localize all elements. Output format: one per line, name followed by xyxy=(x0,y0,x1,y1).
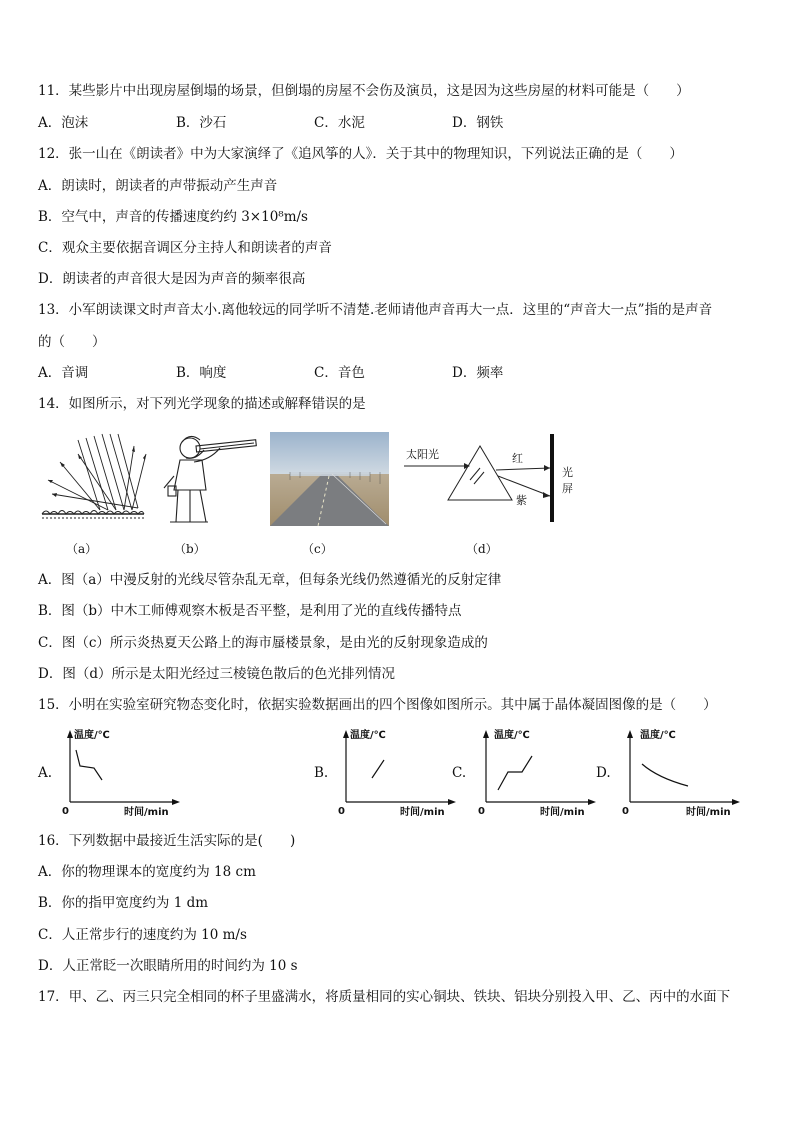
q12-option-c: C．观众主要依据音调区分主持人和朗读者的声音 xyxy=(38,240,332,256)
graph-a xyxy=(58,726,182,818)
q13-option-b: B．响度 xyxy=(176,365,227,381)
graph-d xyxy=(618,726,742,818)
q14-option-b: B．图（b）中木工师傅观察木板是否平整，是利用了光的直线传播特点 xyxy=(38,603,462,619)
q12-stem: 12．张一山在《朗读者》中为大家演绎了《追风筝的人》．关于其中的物理知识，下列说法正确的是（ ） xyxy=(38,146,683,162)
q15-option-c-letter: C. xyxy=(452,765,467,781)
q12-option-b: B．空气中，声音的传播速度约约 3×10⁸m/s xyxy=(38,209,308,225)
graph-c-y-label: 温度/℃ xyxy=(494,730,530,741)
q11-option-d: D．钢铁 xyxy=(452,115,504,131)
graph-b-x-label: 时间/min xyxy=(400,807,445,818)
graph-b-origin: 0 xyxy=(338,806,345,817)
q14-option-d: D．图（d）所示是太阳光经过三棱镜色散后的色光排列情况 xyxy=(38,666,395,682)
figure-b-carpenter xyxy=(160,432,260,526)
graph-c-x-label: 时间/min xyxy=(540,807,585,818)
q14-stem: 14．如图所示，对下列光学现象的描述或解释错误的是 xyxy=(38,396,366,412)
screen-label-2: 屏 xyxy=(562,482,573,495)
figure-a-caption: （a） xyxy=(66,542,98,556)
graph-a-y-label: 温度/℃ xyxy=(74,730,110,741)
prism-sunlight-label: 太阳光 xyxy=(406,448,439,461)
q14-option-a: A．图（a）中漫反射的光线尽管杂乱无章，但每条光线仍然遵循光的反射定律 xyxy=(38,572,502,588)
graph-b-y-label: 温度/℃ xyxy=(350,730,386,741)
q13-option-a: A．音调 xyxy=(38,365,89,381)
prism-violet-label: 紫 xyxy=(516,494,527,507)
figure-c-mirage-road-photo xyxy=(270,432,389,526)
graph-d-y-label: 温度/℃ xyxy=(640,730,676,741)
q16-option-b: B．你的指甲宽度约为 1 dm xyxy=(38,895,209,911)
graph-a-x-label: 时间/min xyxy=(124,807,169,818)
q16-option-c: C．人正常步行的速度约为 10 m/s xyxy=(38,927,247,943)
q15-option-b-letter: B. xyxy=(314,765,329,781)
figure-d-prism-dispersion xyxy=(402,432,582,526)
q16-option-a: A．你的物理课本的宽度约为 18 cm xyxy=(38,864,256,880)
light-screen xyxy=(550,434,554,522)
figure-b-caption: （b） xyxy=(174,542,206,556)
q11-stem: 11．某些影片中出现房屋倒塌的场景，但倒塌的房屋不会伤及演员，这是因为这些房屋的材料可能是（ ） xyxy=(38,83,690,99)
q13-stem-line2: 的（ ） xyxy=(38,334,106,350)
figure-c-caption: （c） xyxy=(302,542,333,556)
q12-option-d: D．朗读者的声音很大是因为声音的频率很高 xyxy=(38,271,306,287)
graph-d-origin: 0 xyxy=(622,806,629,817)
screen-label-1: 光 xyxy=(562,466,573,479)
q17-stem: 17．甲、乙、丙三只完全相同的杯子里盛满水，将质量相同的实心铜块、铁块、铝块分别投入甲、乙、丙中的水面下 xyxy=(38,989,731,1005)
q16-stem: 16．下列数据中最接近生活实际的是( ) xyxy=(38,833,296,849)
graph-b xyxy=(334,726,458,818)
q15-stem: 15．小明在实验室研究物态变化时，依据实验数据画出的四个图像如图所示。其中属于晶体凝固图像的是（ ） xyxy=(38,697,717,713)
graph-c xyxy=(474,726,598,818)
q13-option-d: D．频率 xyxy=(452,365,504,381)
prism-red-label: 红 xyxy=(512,452,523,465)
q11-option-c: C．水泥 xyxy=(314,115,365,131)
q13-option-c: C．音色 xyxy=(314,365,365,381)
q11-option-a: A．泡沫 xyxy=(38,115,89,131)
q13-stem-line1: 13．小军朗读课文时声音太小.离他较远的同学听不清楚.老师请他声音再大一点．这里的“声音大一点”指的是声音 xyxy=(38,302,713,318)
graph-a-origin: 0 xyxy=(62,806,69,817)
figure-d-caption: （d） xyxy=(466,542,498,556)
figure-a-diffuse-reflection xyxy=(38,432,148,524)
graph-d-x-label: 时间/min xyxy=(686,807,731,818)
q15-option-a-letter: A. xyxy=(38,765,53,781)
graph-c-origin: 0 xyxy=(478,806,485,817)
q12-option-a: A．朗读时，朗读者的声带振动产生声音 xyxy=(38,178,278,194)
q11-option-b: B．沙石 xyxy=(176,115,227,131)
q16-option-d: D．人正常眨一次眼睛所用的时间约为 10 s xyxy=(38,958,298,974)
q14-option-c: C．图（c）所示炎热夏天公路上的海市蜃楼景象，是由光的反射现象造成的 xyxy=(38,635,488,651)
q15-option-d-letter: D. xyxy=(596,765,611,781)
